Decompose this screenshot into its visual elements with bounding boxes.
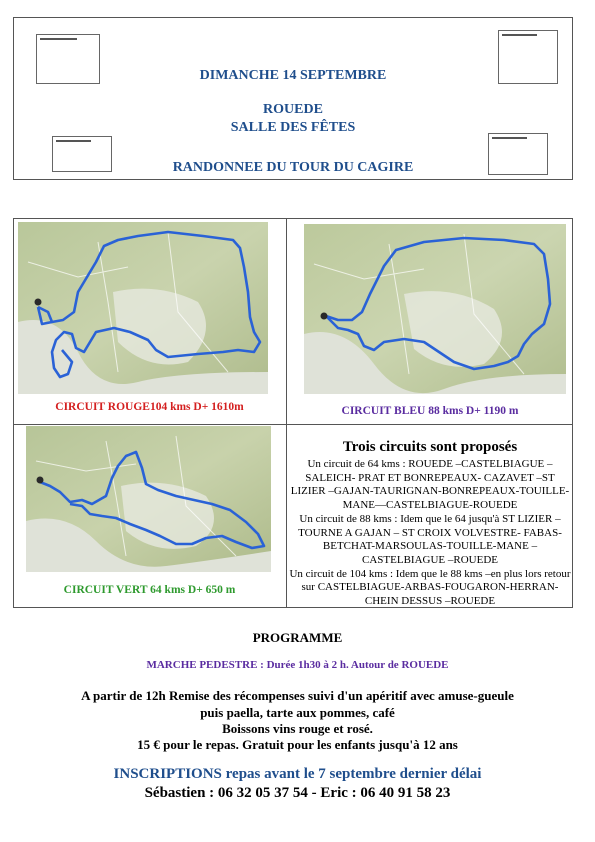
circuits-info-body <box>289 458 571 609</box>
circuits-info-title: Trois circuits sont proposés <box>342 439 518 455</box>
program-line-drinks: Boissons vins rouge et rosé. <box>222 721 373 736</box>
table-divider <box>13 424 573 425</box>
walk-info: MARCHE PEDESTRE : Durée 1h30 à 2 h. Autour de ROUEDE <box>146 659 449 671</box>
event-date: DIMANCHE 14 SEPTEMBRE <box>199 68 387 83</box>
circuit-88-description: Un circuit de 88 kms : Idem que le 64 jusqu'à ST LIZIER – TOURNE A GAJAN – ST CROIX VOLVESTRE- FABAS-BETCHAT-MARSOULAS-TOUILLE-MANE – CASTELBIAGUE –ROUEDE <box>298 512 562 566</box>
map-blue-circuit <box>304 224 566 394</box>
program-title: PROGRAMME <box>252 630 343 645</box>
caption-green-circuit <box>13 584 286 596</box>
program-line-menu: puis paella, tarte aux pommes, café <box>200 705 395 720</box>
map-green-circuit <box>26 426 271 572</box>
caption-red-circuit <box>13 401 286 413</box>
contact-phones: Sébastien : 06 32 05 37 54 - Eric : 06 40 91 58 23 <box>144 785 451 801</box>
caption-blue-text: CIRCUIT BLEU 88 kms D+ 1190 m <box>341 405 519 417</box>
caption-blue-circuit <box>287 405 573 417</box>
program-line-awards: A partir de 12h Remise des récompenses suivi d'un apéritif avec amuse-gueule <box>81 688 514 703</box>
circuit-64-description: Un circuit de 64 kms : ROUEDE –CASTELBIAGUE – SALEICH- PRAT ET BONREPEAUX- CAZAVET –ST LIZIER –GAJAN-TAURIGNAN-BONREPEAUX-TOUILLE- MANE—CASTELBIAGUE-ROUEDE <box>290 458 570 512</box>
event-title: RANDONNEE DU TOUR DU CAGIRE <box>172 160 414 175</box>
program-line-price: 15 € pour le repas. Gratuit pour les enfants jusqu'à 12 ans <box>137 737 458 752</box>
map-red-circuit <box>18 222 268 394</box>
caption-green-text: CIRCUIT VERT 64 kms D+ 650 m <box>63 584 236 596</box>
inscriptions-deadline: INSCRIPTIONS repas avant le 7 septembre dernier délai <box>113 766 482 782</box>
event-venue: SALLE DES FÊTES <box>230 120 356 135</box>
circuit-104-description: Un circuit de 104 kms : Idem que le 88 kms –en plus lors retour sur CASTELBIAGUE-ARBAS-FOUGARON-HERRAN-CHEIN DESSUS –ROUEDE <box>289 567 571 608</box>
caption-red-text: CIRCUIT ROUGE104 kms D+ 1610m <box>55 401 244 413</box>
event-town: ROUEDE <box>263 102 323 117</box>
